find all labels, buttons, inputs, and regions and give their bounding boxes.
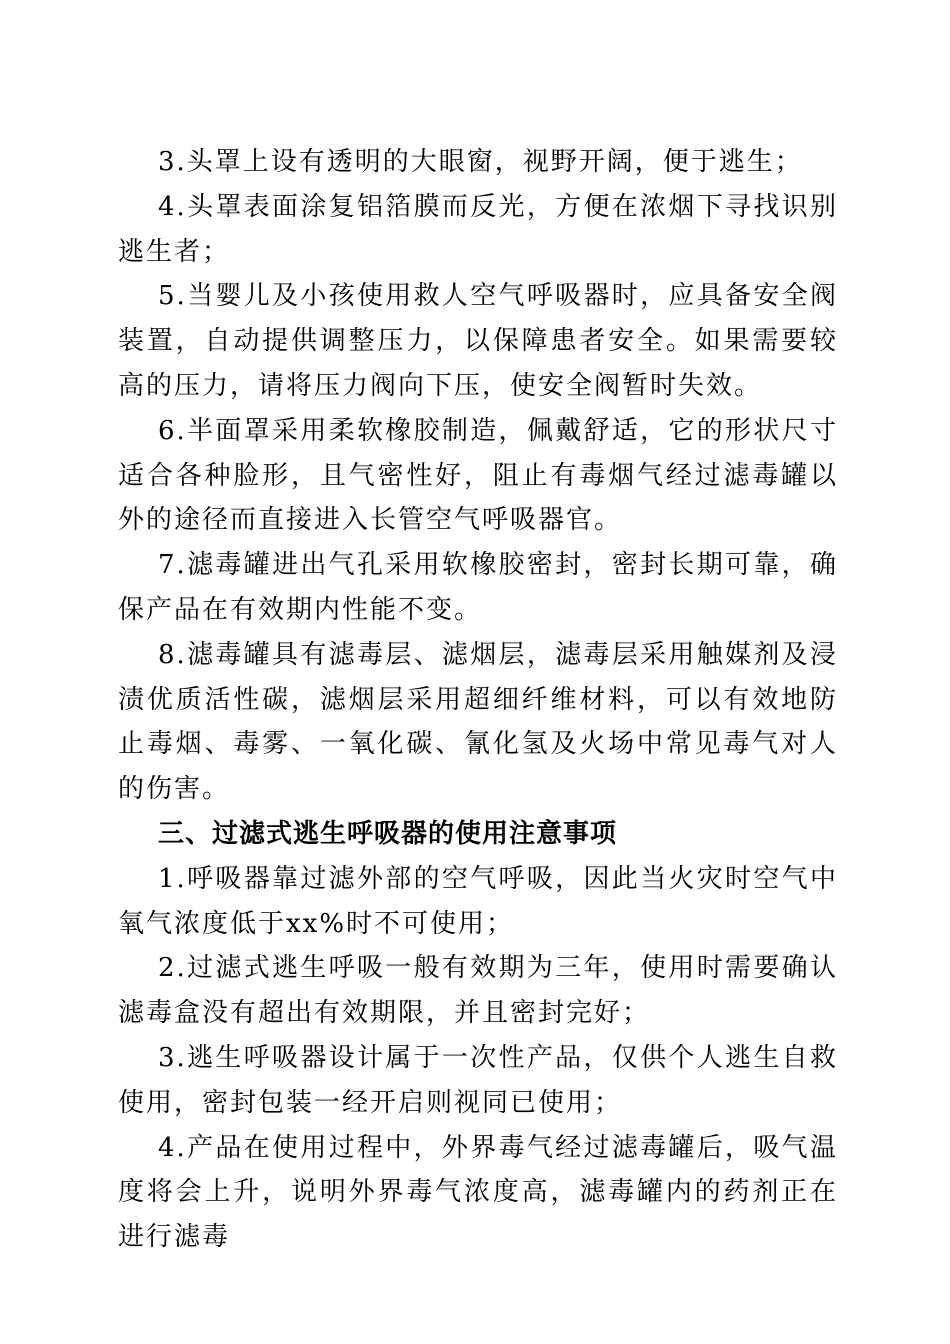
paragraph-item-5: 5.当婴儿及小孩使用救人空气呼吸器时，应具备安全阀装置，自动提供调整压力，以保障患者安全。如果需要较高的压力，请将压力阀向下压，使安全阀暂时失效。	[118, 281, 838, 401]
document-body	[118, 140, 838, 1260]
paragraph-item-3: 3.头罩上设有透明的大眼窗，视野开阔，便于逃生；	[158, 147, 803, 177]
section-item-1: 1.呼吸器靠过滤外部的空气呼吸，因此当火灾时空气中氧气浓度低于xx%时不可使用；	[118, 863, 838, 939]
section-heading: 三、过滤式逃生呼吸器的使用注意事项	[158, 818, 618, 849]
section-item-2: 2.过滤式逃生呼吸一般有效期为三年，使用时需要确认滤毒盒没有超出有效期限，并且密封完好；	[118, 953, 838, 1029]
section-item-3: 3.逃生呼吸器设计属于一次性产品，仅供个人逃生自救使用，密封包装一经开启则视同已使用；	[118, 1042, 838, 1118]
paragraph-item-8: 8.滤毒罐具有滤毒层、滤烟层，滤毒层采用触媒剂及浸渍优质活性碳，滤烟层采用超细纤维材料，可以有效地防止毒烟、毒雾、一氧化碳、氰化氢及火场中常见毒气对人的伤害。	[118, 639, 838, 805]
paragraph-item-7: 7.滤毒罐进出气孔采用软橡胶密封，密封长期可靠，确保产品在有效期内性能不变。	[118, 550, 838, 625]
section-item-4: 4.产品在使用过程中，外界毒气经过滤毒罐后，吸气温度将会上升，说明外界毒气浓度高，滤毒罐内的药剂正在进行滤毒	[118, 1132, 838, 1253]
paragraph-item-4: 4.头罩表面涂复铝箔膜而反光，方便在浓烟下寻找识别逃生者；	[118, 191, 838, 267]
paragraph-item-6: 6.半面罩采用柔软橡胶制造，佩戴舒适，它的形状尺寸适合各种脸形，且气密性好，阻止有毒烟气经过滤毒罐以外的途径而直接进入长管空气呼吸器官。	[118, 415, 838, 536]
